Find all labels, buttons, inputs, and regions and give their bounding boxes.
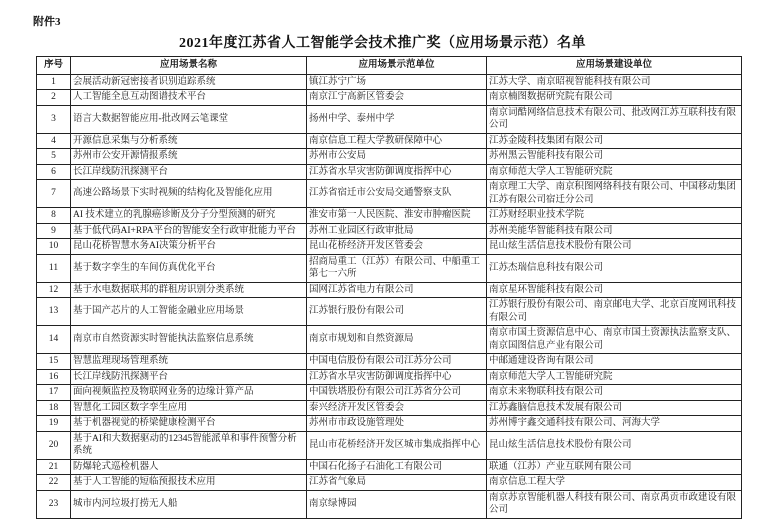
cell-demo-unit: 镇江苏宁广场 xyxy=(307,74,487,90)
cell-build-unit: 苏州美能华智能科技有限公司 xyxy=(487,223,742,239)
cell-scene-name: 智慧监理现场管理系统 xyxy=(71,354,307,370)
cell-scene-name: 长江岸线防汛探测平台 xyxy=(71,164,307,180)
cell-demo-unit: 中国石化扬子石油化工有限公司 xyxy=(307,459,487,475)
cell-build-unit: 苏州黑云智能科技有限公司 xyxy=(487,149,742,165)
table-row xyxy=(37,416,742,432)
table-row xyxy=(37,164,742,180)
cell-scene-name: 长江岸线防汛探测平台 xyxy=(71,369,307,385)
table-row xyxy=(37,326,742,354)
cell-index: 15 xyxy=(37,354,71,370)
cell-demo-unit: 国网江苏省电力有限公司 xyxy=(307,282,487,298)
cell-index: 18 xyxy=(37,400,71,416)
cell-scene-name: 基于人工智能的短临预报技术应用 xyxy=(71,475,307,491)
column-header-scene-name: 应用场景名称 xyxy=(71,57,307,75)
cell-index: 20 xyxy=(37,431,71,459)
cell-index: 6 xyxy=(37,164,71,180)
cell-index: 14 xyxy=(37,326,71,354)
cell-index: 21 xyxy=(37,459,71,475)
table-row xyxy=(37,90,742,106)
cell-build-unit: 南京信息工程大学 xyxy=(487,475,742,491)
cell-build-unit: 苏州博宇鑫交通科技有限公司、河海大学 xyxy=(487,416,742,432)
cell-demo-unit: 南京市规划和自然资源局 xyxy=(307,326,487,354)
cell-build-unit: 江苏金陵科技集团有限公司 xyxy=(487,133,742,149)
cell-scene-name: 高速公路场景下实时视频的结构化及智能化应用 xyxy=(71,180,307,208)
cell-demo-unit: 江苏省水旱灾害防御调度指挥中心 xyxy=(307,164,487,180)
cell-build-unit: 昆山炫生活信息技术股份有限公司 xyxy=(487,431,742,459)
table-row xyxy=(37,475,742,491)
column-header-demo-unit: 应用场景示范单位 xyxy=(307,57,487,75)
cell-scene-name: 基于国产芯片的人工智能金融业应用场景 xyxy=(71,298,307,326)
cell-scene-name: 基于机器视觉的桥梁健康检测平台 xyxy=(71,416,307,432)
cell-scene-name: 面向视频监控及物联网业务的边缘计算产品 xyxy=(71,385,307,401)
cell-index: 10 xyxy=(37,239,71,255)
cell-scene-name: 基于AI和大数据驱动的12345智能派单和事件预警分析系统 xyxy=(71,431,307,459)
cell-demo-unit: 江苏省气象局 xyxy=(307,475,487,491)
cell-demo-unit: 江苏省水旱灾害防御调度指挥中心 xyxy=(307,369,487,385)
cell-demo-unit: 南京江宁高新区管委会 xyxy=(307,90,487,106)
table-row xyxy=(37,385,742,401)
table-row xyxy=(37,223,742,239)
cell-demo-unit: 江苏省宿迁市公安局交通警察支队 xyxy=(307,180,487,208)
table-row xyxy=(37,105,742,133)
cell-build-unit: 南京苏京智能机器人科技有限公司、南京禹贡市政建设有限公司 xyxy=(487,490,742,518)
cell-build-unit: 昆山炫生活信息技术股份有限公司 xyxy=(487,239,742,255)
table-row xyxy=(37,149,742,165)
cell-demo-unit: 扬州中学、泰州中学 xyxy=(307,105,487,133)
cell-build-unit: 南京楠图数据研究院有限公司 xyxy=(487,90,742,106)
attachment-label: 附件3 xyxy=(33,16,61,28)
cell-demo-unit: 南京绿博园 xyxy=(307,490,487,518)
cell-demo-unit: 苏州市市政设施管理处 xyxy=(307,416,487,432)
cell-scene-name: 南京市自然资源实时智能执法监察信息系统 xyxy=(71,326,307,354)
cell-index: 5 xyxy=(37,149,71,165)
cell-build-unit: 南京词酷网络信息技术有限公司、批改网江苏互联科技有限公司 xyxy=(487,105,742,133)
cell-index: 1 xyxy=(37,74,71,90)
cell-scene-name: 基于水电数据联邦的群租房识别分类系统 xyxy=(71,282,307,298)
cell-demo-unit: 昆山花桥经济开发区管委会 xyxy=(307,239,487,255)
cell-demo-unit: 昆山市花桥经济开发区城市集成指挥中心 xyxy=(307,431,487,459)
cell-demo-unit: 苏州市公安局 xyxy=(307,149,487,165)
cell-build-unit: 中邮通建设咨询有限公司 xyxy=(487,354,742,370)
table-body xyxy=(37,74,742,518)
cell-scene-name: 语言大数据智能应用-批改网云笔课堂 xyxy=(71,105,307,133)
cell-build-unit: 江苏银行股份有限公司、南京邮电大学、北京百度网讯科技有限公司 xyxy=(487,298,742,326)
cell-index: 3 xyxy=(37,105,71,133)
column-header-build-unit: 应用场景建设单位 xyxy=(487,57,742,75)
table-row xyxy=(37,459,742,475)
table-row xyxy=(37,180,742,208)
cell-scene-name: 开源信息采集与分析系统 xyxy=(71,133,307,149)
cell-demo-unit: 招商局重工（江苏）有限公司、中船重工第七一六所 xyxy=(307,254,487,282)
cell-index: 23 xyxy=(37,490,71,518)
cell-index: 7 xyxy=(37,180,71,208)
table-row xyxy=(37,254,742,282)
cell-index: 16 xyxy=(37,369,71,385)
table-row xyxy=(37,400,742,416)
cell-index: 13 xyxy=(37,298,71,326)
cell-scene-name: 苏州市公安开源情报系统 xyxy=(71,149,307,165)
cell-build-unit: 江苏杰瑞信息科技有限公司 xyxy=(487,254,742,282)
cell-scene-name: AI 技术建立的乳腺癌诊断及分子分型预测的研究 xyxy=(71,208,307,224)
cell-scene-name: 智慧化工园区数字孪生应用 xyxy=(71,400,307,416)
cell-demo-unit: 中国电信股份有限公司江苏分公司 xyxy=(307,354,487,370)
table-row xyxy=(37,74,742,90)
cell-scene-name: 人工智能全息互动图谱技术平台 xyxy=(71,90,307,106)
cell-build-unit: 南京市国土资源信息中心、南京市国土资源执法监察支队、南京国图信息产业有限公司 xyxy=(487,326,742,354)
cell-build-unit: 江苏财经职业技术学院 xyxy=(487,208,742,224)
cell-index: 4 xyxy=(37,133,71,149)
table-row xyxy=(37,282,742,298)
cell-scene-name: 会展活动新冠密接者识别追踪系统 xyxy=(71,74,307,90)
table-row xyxy=(37,239,742,255)
cell-index: 17 xyxy=(37,385,71,401)
cell-build-unit: 联通（江苏）产业互联网有限公司 xyxy=(487,459,742,475)
cell-scene-name: 防爆轮式巡检机器人 xyxy=(71,459,307,475)
cell-build-unit: 南京师范大学人工智能研究院 xyxy=(487,164,742,180)
cell-index: 2 xyxy=(37,90,71,106)
cell-build-unit: 南京星环智能科技有限公司 xyxy=(487,282,742,298)
cell-scene-name: 基于数字孪生的车间仿真优化平台 xyxy=(71,254,307,282)
table-row xyxy=(37,490,742,518)
table-row xyxy=(37,298,742,326)
cell-index: 12 xyxy=(37,282,71,298)
cell-index: 11 xyxy=(37,254,71,282)
table-row xyxy=(37,369,742,385)
table-row xyxy=(37,133,742,149)
cell-demo-unit: 淮安市第一人民医院、淮安市肿瘤医院 xyxy=(307,208,487,224)
cell-index: 22 xyxy=(37,475,71,491)
table-row xyxy=(37,354,742,370)
cell-build-unit: 江苏鑫脑信息技术发展有限公司 xyxy=(487,400,742,416)
cell-build-unit: 南京理工大学、南京积图网络科技有限公司、中国移动集团江苏有限公司宿迁分公司 xyxy=(487,180,742,208)
cell-index: 19 xyxy=(37,416,71,432)
cell-scene-name: 城市内河垃圾打捞无人船 xyxy=(71,490,307,518)
award-table xyxy=(36,56,742,519)
table-row xyxy=(37,431,742,459)
cell-demo-unit: 泰兴经济开发区管委会 xyxy=(307,400,487,416)
cell-index: 8 xyxy=(37,208,71,224)
cell-build-unit: 江苏大学、南京昭视智能科技有限公司 xyxy=(487,74,742,90)
cell-scene-name: 基于低代码AI+RPA平台的智能安全行政审批能力平台 xyxy=(71,223,307,239)
cell-demo-unit: 中国铁塔股份有限公司江苏省分公司 xyxy=(307,385,487,401)
cell-demo-unit: 苏州工业园区行政审批局 xyxy=(307,223,487,239)
table-row xyxy=(37,208,742,224)
cell-demo-unit: 南京信息工程大学教研保障中心 xyxy=(307,133,487,149)
column-header-index: 序号 xyxy=(37,57,71,75)
cell-build-unit: 南京师范大学人工智能研究院 xyxy=(487,369,742,385)
page-title: 2021年度江苏省人工智能学会技术推广奖（应用场景示范）名单 xyxy=(179,36,586,51)
cell-scene-name: 昆山花桥智慧水务AI决策分析平台 xyxy=(71,239,307,255)
cell-demo-unit: 江苏银行股份有限公司 xyxy=(307,298,487,326)
table-header-row xyxy=(37,57,742,75)
cell-build-unit: 南京未来物联科技有限公司 xyxy=(487,385,742,401)
cell-index: 9 xyxy=(37,223,71,239)
